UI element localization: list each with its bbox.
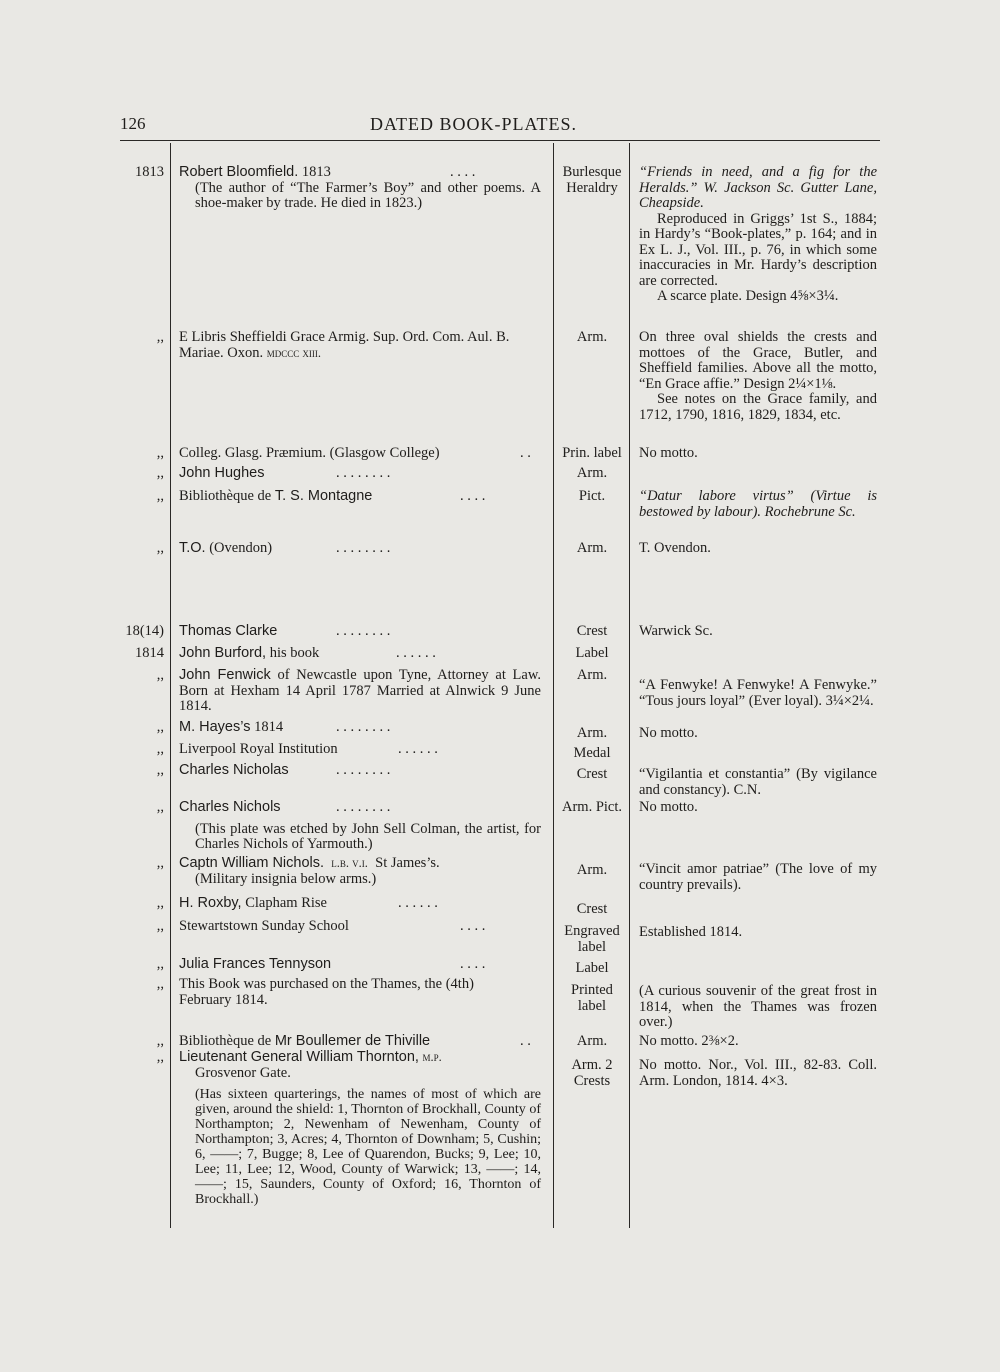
leader-dots: . . . . . . . . xyxy=(336,762,391,778)
entry-name: Bibliothèque de T. S. Montagne xyxy=(179,488,373,504)
entry-note: No motto. Nor., Vol. III., 82-83. Coll. Arm. London, 1814. 4×3. xyxy=(639,1057,877,1089)
entry-date: ,, xyxy=(156,895,164,911)
entry-name: Colleg. Glasg. Præmium. (Glasgow College) xyxy=(179,445,440,461)
entry-kind: Arm. xyxy=(576,465,608,481)
entry-kind: Engraved label xyxy=(564,923,620,955)
entry-kind: Crest xyxy=(576,623,608,639)
entry-kind: Pict. xyxy=(578,488,606,504)
page-number: 126 xyxy=(120,114,146,133)
entry-description: (This plate was etched by John Sell Colman, the artist, for Charles Nichols of Yarmouth.) xyxy=(195,820,541,852)
entry-note: No motto. xyxy=(639,725,698,741)
column-divider-kind xyxy=(553,143,554,1228)
entry-date: ,, xyxy=(156,667,164,683)
entry-kind: Arm. xyxy=(576,540,608,556)
entry-date: ,, xyxy=(156,329,164,345)
entry-name: Thomas Clarke xyxy=(179,623,278,639)
entry-name: Charles Nicholas xyxy=(179,762,289,778)
entry-note: (A curious souvenir of the great frost in 1814, when the Thames was frozen over.) xyxy=(639,983,877,1030)
entry-date: ,, xyxy=(156,799,164,815)
entry-kind: Arm. xyxy=(576,667,608,683)
entry-name: Lieutenant General William Thornton, m.p. Grosvenor Gate. (Has sixteen quarterings, the names of most of which are given, around the shield: 1, Thornton of Brockhall, County of Northampton; 2, Newenham of Newenham, County of Northampton; 3, Acres; 4, Thornton of Downham; 5, Cushin; 6, ——; 7, Bugge; 8, Lee of Quarendon, Bucks; 9, Lee; 10, Lee; 11, Lee; 12, Wood, County of Warwick; 13, ——; 14, ——; 15, Saunders, County of Oxford; 16, Thornton of Brockhall.) xyxy=(179,1049,541,1207)
entry-kind: Arm. xyxy=(576,1033,608,1049)
entry-date: ,, xyxy=(156,488,164,504)
leader-dots: . . . . xyxy=(450,164,476,180)
entry-date: 1813 xyxy=(135,164,164,180)
entry-note: No motto. xyxy=(639,799,698,815)
entry-name: Bibliothèque de Mr Boullemer de Thiville xyxy=(179,1033,431,1049)
leader-dots: . . . . . . xyxy=(398,741,438,757)
header-rule xyxy=(120,140,880,141)
entry-date: ,, xyxy=(156,956,164,972)
entry-name: Robert Bloomfield. 1813 (The author of “The Farmer’s Boy” and other poems. A shoe-maker by trade. He died in 1823.) xyxy=(179,164,541,211)
leader-dots: . . xyxy=(520,445,531,461)
entry-name: Captn William Nichols. l.b. v.i. St James’s. (Military insignia below arms.) xyxy=(179,856,541,887)
entry-date: ,, xyxy=(156,762,164,778)
entry-kind: Medal xyxy=(573,745,611,761)
entry-name: E Libris Sheffieldi Grace Armig. Sup. Ord. Com. Aul. B. Mariae. Oxon. mdccc xiii. xyxy=(179,329,510,361)
entry-kind: Arm. Pict. xyxy=(561,799,622,815)
column-divider-date xyxy=(170,143,171,1228)
entry-description: (Has sixteen quarterings, the names of most of which are given, around the shield: 1, Thornton of Brockhall, County of Northampton; 2, Newenham of Newenham, County of Northampton; 3, Acres; 4, Thornton of Downham; 5, Cushin; 6, ——; 7, Bugge; 8, Lee of Quarendon, Bucks; 9, Lee; 10, Lee; 11, Lee; 12, Wood, County of Warwick; 13, ——; 14, ——; 15, Saunders, County of Oxford; 16, Thornton of Brockhall.) xyxy=(195,1087,541,1207)
entry-date: ,, xyxy=(156,976,164,992)
entry-note: Warwick Sc. xyxy=(639,623,713,639)
leader-dots: . . . . xyxy=(460,918,486,934)
entry-kind: Arm. xyxy=(576,329,608,345)
entry-date: 1814 xyxy=(135,645,164,661)
column-divider-notes xyxy=(629,143,630,1228)
entry-name: Julia Frances Tennyson xyxy=(179,956,332,972)
entry-name: John Burford, his book xyxy=(179,645,320,661)
entry-kind: Prin. label xyxy=(562,445,622,461)
entry-name: Liverpool Royal Institution xyxy=(179,741,338,757)
entry-description: (Military insignia below arms.) xyxy=(195,870,377,887)
entry-name: John Fenwick of Newcastle upon Tyne, Attorney at Law. Born at Hexham 14 April 1787 Married at Alnwick 9 June 1814. xyxy=(179,667,542,714)
entry-note: Established 1814. xyxy=(639,924,743,940)
entry-date: ,, xyxy=(156,741,164,757)
page-title: DATED BOOK-PLATES. xyxy=(370,114,577,134)
entry-date: ,, xyxy=(156,540,164,556)
entry-note: On three oval shields the crests and mottoes of the Grace, Butler, and Sheffield families. Above all the motto, “En Grace affie.” Design 2¼×1⅛. See notes on the Grace family, and 1712, 1790, 1816, 1829, 1834, etc. xyxy=(639,329,877,423)
entry-date: ,, xyxy=(156,918,164,934)
leader-dots: . . . . . . xyxy=(398,895,438,911)
entry-note: No motto. xyxy=(639,445,698,461)
entry-date: ,, xyxy=(156,1049,164,1065)
entry-kind: Crest xyxy=(576,766,608,782)
entry-date: ,, xyxy=(156,1033,164,1049)
entry-date: ,, xyxy=(156,855,164,871)
entry-note: No motto. 2⅜×2. xyxy=(639,1033,739,1049)
entry-kind: Burlesque Heraldry xyxy=(562,164,622,196)
entry-note: “Vincit amor patriae” (The love of my country prevails). xyxy=(639,861,877,893)
entry-kind: Arm. 2 Crests xyxy=(571,1057,613,1089)
entry-kind: Arm. xyxy=(576,862,608,878)
entry-date: ,, xyxy=(156,719,164,735)
entry-date: ,, xyxy=(156,445,164,461)
entry-date: ,, xyxy=(156,465,164,481)
leader-dots: . . . . . . . . xyxy=(336,799,391,815)
leader-dots: . . . . xyxy=(460,956,486,972)
entry-note: “Datur labore virtus” (Virtue is bestowed by labour). Rochebrune Sc. xyxy=(639,488,877,520)
entry-name: T.O. (Ovendon) xyxy=(179,540,273,556)
entry-name: This Book was purchased on the Thames, the (4th) February 1814. xyxy=(179,976,474,1008)
leader-dots: . . . . xyxy=(460,488,486,504)
entry-note: “A Fenwyke! A Fenwyke! A Fenwyke.” “Tous jours loyal” (Ever loyal). 3¼×2¼. xyxy=(639,677,877,709)
entry-kind: Label xyxy=(575,645,609,661)
entry-kind: Label xyxy=(575,960,609,976)
leader-dots: . . . . . . xyxy=(396,645,436,661)
entry-name: John Hughes xyxy=(179,465,265,481)
entry-name: Stewartstown Sunday School xyxy=(179,918,349,934)
leader-dots: . . . . . . . . xyxy=(336,719,391,735)
entry-date: 18(14) xyxy=(125,623,164,639)
entry-name: H. Roxby, Clapham Rise xyxy=(179,895,327,911)
entry-kind: Crest xyxy=(576,901,608,917)
entry-kind: Printed label xyxy=(571,982,613,1014)
leader-dots: . . . . . . . . xyxy=(336,623,391,639)
entry-name: M. Hayes’s 1814 xyxy=(179,719,284,735)
entry-kind: Arm. xyxy=(576,725,608,741)
leader-dots: . . xyxy=(520,1033,531,1049)
entry-description: (The author of “The Farmer’s Boy” and other poems. A shoe-maker by trade. He died in 1823.) xyxy=(195,179,541,211)
leader-dots: . . . . . . . . xyxy=(336,465,391,481)
entry-note: “Vigilantia et constantia” (By vigilance and constancy). C.N. xyxy=(639,766,877,798)
entry-note: T. Ovendon. xyxy=(639,540,711,556)
entry-note: “Friends in need, and a fig for the Heralds.” W. Jackson Sc. Gutter Lane, Cheapside. Reproduced in Griggs’ 1st S., 1884; in Hardy’s “Book-plates,” p. 164; and in Ex L. J., Vol. III., p. 76, in which some inaccuracies in Mr. Hardy’s description are corrected. A scarce plate. Design 4⅝×3¼. xyxy=(639,164,877,304)
entry-name: Charles Nichols (This plate was etched by John Sell Colman, the artist, for Charles Nichols of Yarmouth.) xyxy=(179,799,541,852)
leader-dots: . . . . . . . . xyxy=(336,540,391,556)
